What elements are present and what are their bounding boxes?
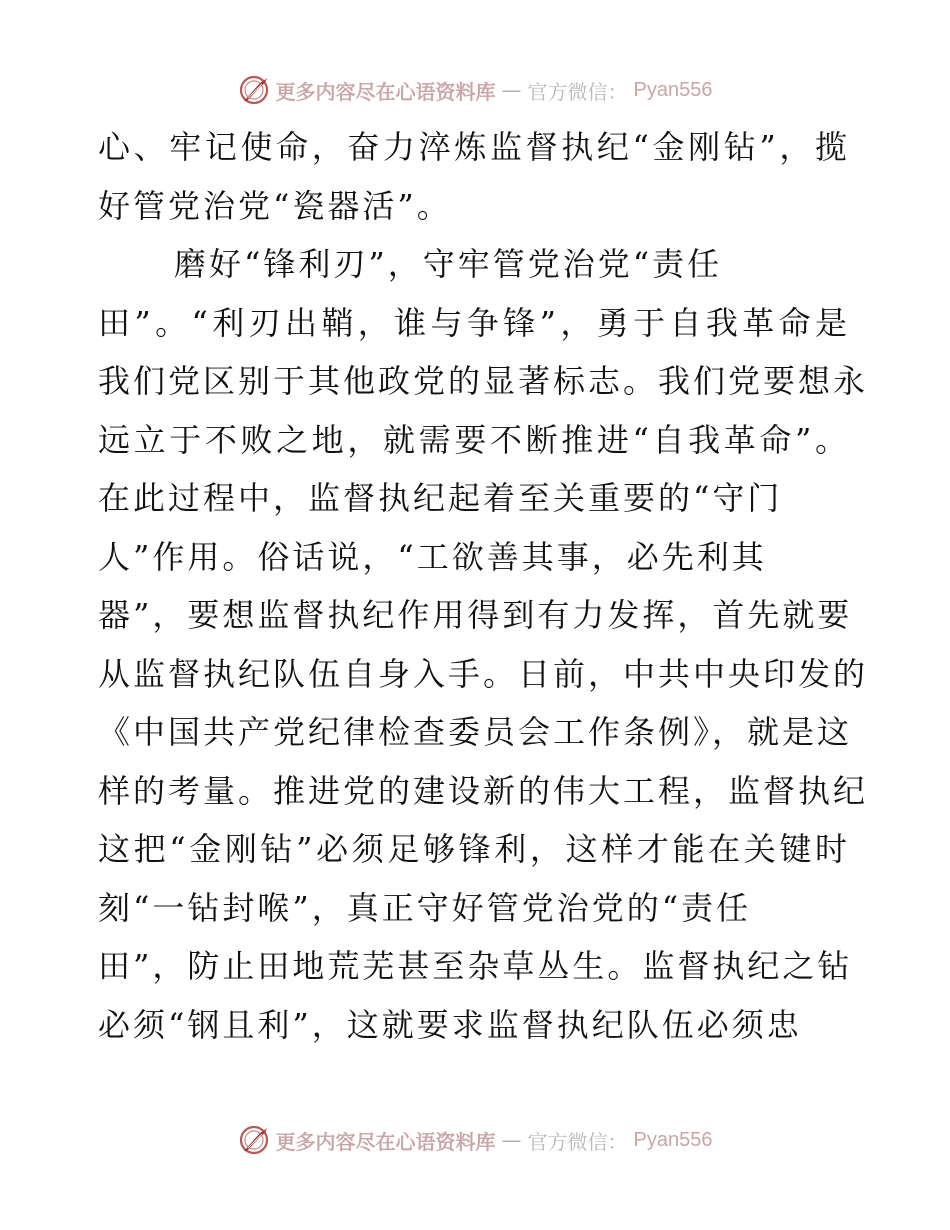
text-line: 样的考量。推进党的建设新的伟大工程，监督执纪: [98, 771, 869, 810]
text-line: 田”，防止田地荒芜甚至杂草丛生。监督执纪之钻: [98, 947, 853, 985]
text-line: 磨好“锋利刃”，守牢管党治党“责任: [174, 245, 723, 283]
quill-logo-icon: [238, 74, 270, 106]
text-line: 田”。“利刃出鞘，谁与争锋”，勇于自我革命是: [98, 303, 850, 342]
text-line: 器”，要想监督执纪作用得到有力发挥，首先就要: [98, 596, 853, 634]
text-line: 在此过程中，监督执纪起着至关重要的“守门: [98, 479, 783, 517]
text-line: 这把“金刚钻”必须足够锋利，这样才能在关键时: [98, 830, 850, 868]
footer-watermark-banner: [0, 1120, 950, 1160]
quill-logo-icon: [238, 1124, 270, 1156]
document-body: [98, 118, 869, 1054]
text-line: 人”作用。俗话说，“工欲善其事，必先利其: [98, 537, 767, 576]
text-line: 心、牢记使命，奋力淬炼监督执纪“金刚钻”，揽: [98, 128, 850, 166]
footer-watermark: [238, 1124, 713, 1156]
banner-wechat-id: Pyan556: [633, 1128, 713, 1151]
text-line: 我们党区别于其他政党的显著标志。我们党要想永: [98, 362, 869, 400]
banner-wechat-label: 官方微信：: [527, 79, 628, 104]
banner-main-text: 更多内容尽在心语资料库: [275, 79, 496, 104]
banner-wechat-id: Pyan556: [633, 78, 713, 101]
text-line: 《中国共产党纪律检查委员会工作条例》，就是这: [98, 713, 853, 751]
banner-dash: —: [501, 78, 522, 102]
banner-dash: —: [501, 1128, 522, 1152]
banner-wechat-label: 官方微信：: [527, 1129, 628, 1154]
text-line: 必须“钢且利”，这就要求监督执纪队伍必须忠: [98, 1005, 802, 1044]
text-line: 远立于不败之地，就需要不断推进“自我革命”。: [98, 420, 850, 459]
header-watermark: [238, 74, 713, 106]
header-watermark-banner: [0, 70, 950, 110]
banner-main-text: 更多内容尽在心语资料库: [275, 1129, 496, 1154]
text-line: 刻“一钻封喉”，真正守好管党治党的“责任: [98, 888, 752, 927]
text-line: 好管党治党“瓷器活”。: [98, 186, 452, 225]
text-line: 从监督执纪队伍自身入手。日前，中共中央印发的: [98, 654, 869, 693]
